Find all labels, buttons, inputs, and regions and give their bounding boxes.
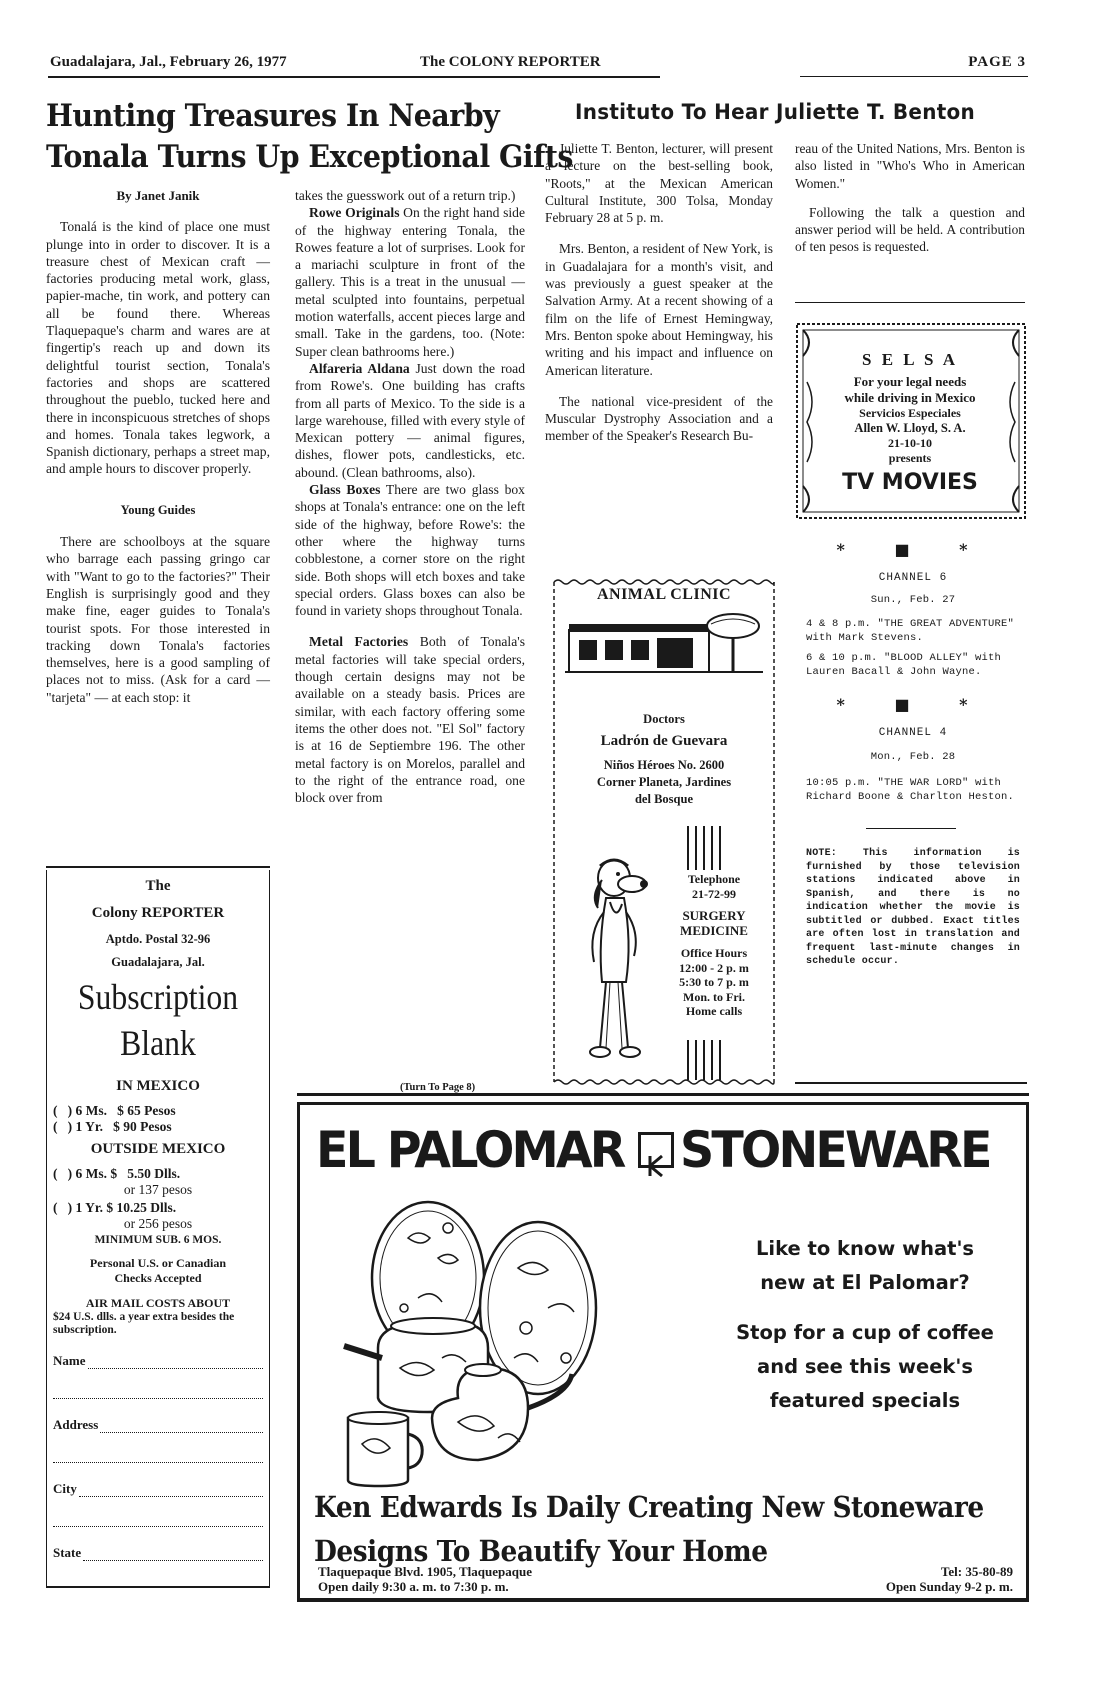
paragraph: Alfareria Aldana Just down the road from Rowe's. One building has crafts from all parts of Mexico. To the side is a large warehouse, filled with every style of Mexican pottery — animal figures, dishes, flower pots, candlesticks, etc. abound. (Clean bathrooms, also). bbox=[295, 360, 525, 480]
clinic-hours: Home calls bbox=[685, 1004, 743, 1018]
tv-bottom-rule bbox=[795, 1082, 1027, 1084]
sub-aptdo: Aptdo. Postal 32-96 bbox=[105, 932, 211, 946]
sub-title-2: Blank bbox=[120, 1023, 196, 1063]
selsa-line: Allen W. Lloyd, S. A. bbox=[854, 421, 966, 435]
sub-option[interactable]: ( ) 6 Ms. $ 5.50 Dlls. bbox=[53, 1166, 181, 1181]
sub-in-mexico: IN MEXICO bbox=[116, 1078, 200, 1094]
pitch-question: Like to know what's new at El Palomar? bbox=[755, 1237, 975, 1294]
sub-option-pesos: or 137 pesos bbox=[123, 1182, 193, 1197]
selsa-line: Servicios Especiales bbox=[859, 406, 961, 420]
paragraph: reau of the United Nations, Mrs. Benton is also listed in "Who's Who in American Women." bbox=[795, 141, 1025, 191]
page-header bbox=[50, 54, 1030, 76]
clinic-tel: 21-72-99 bbox=[692, 886, 736, 901]
paragraph-lead: Glass Boxes bbox=[309, 482, 381, 498]
sub-the: The bbox=[145, 878, 171, 894]
paragraph: Tonalá is the kind of place one must plunge into in order to discover. It is a treasure chest of Mexican craft — factories producing metal work, glass, papier-mache, tin work, and pottery can all be found there. Whereas Tlaquepaque's charm and wares are at fingertip's reach up and down its delightful tourist section, Tonala's factories and shops are scattered throughout the pueblo, tucked here and there in inconspicuous stretches of shops and homes. Tonala takes legwork, a Spanish dictionary, perhaps a street map, and ample hours to discover properly. bbox=[46, 219, 270, 477]
brand-name: EL PALOMAR bbox=[316, 1121, 624, 1179]
selsa-line: For your legal needs bbox=[853, 374, 967, 389]
address-line: Tlaquepaque Blvd. 1905, Tlaquepaque bbox=[318, 1564, 532, 1579]
subscription-blank bbox=[46, 870, 270, 1588]
sub-city: Guadalajara, Jal. bbox=[111, 955, 205, 969]
tv-listings bbox=[806, 540, 1020, 969]
tonala-col2 bbox=[295, 187, 525, 806]
movie-listing: 6 & 10 p.m. "BLOOD ALLEY" with Lauren Bacall & John Wayne. bbox=[806, 652, 1002, 678]
paragraph-lead: Alfareria Aldana bbox=[309, 360, 410, 376]
clinic-address: del Bosque bbox=[634, 792, 693, 806]
paragraph: Following the talk a question and answer period will be held. A contribution of ten pesos is requested. bbox=[795, 204, 1025, 255]
sub-airmail-2: $24 U.S. dlls. a year extra besides the subscription. bbox=[53, 1311, 235, 1336]
headline-line-1: Hunting Treasures In Nearby bbox=[46, 98, 500, 134]
paragraph: Rowe Originals On the right hand side of the highway entering Tonala, the Rowes feature a lot of surprises. Look for a mariachi sculpture in front of the gallery. This is a treat in the unusual — metal sculpted into fountains, perpetual motion waterfalls, accent pieces large and small. Take in the gardens, too. (Note: Super clean bathrooms here.) bbox=[295, 205, 525, 359]
benton-col2 bbox=[795, 140, 1025, 256]
sub-outside: OUTSIDE MEXICO bbox=[90, 1141, 226, 1157]
paragraph: Metal Factories Both of Tonala's metal factories will take special orders, though certain designs may not be available on a steady basis. Prices are similar, with each factory offering some items the other does not. "El Sol" factory is at 16 de Septiembre 196. The other metal factory is on Morelos, parallel and to the right of the entrance road, one block over from bbox=[295, 634, 525, 806]
paper-name: The COLONY REPORTER bbox=[420, 54, 601, 70]
dateline: Guadalajara, Jal., February 26, 1977 bbox=[50, 54, 287, 70]
paragraph: The national vice-president of the Muscular Dystrophy Association and a member of the Speaker's Research Bu- bbox=[545, 393, 773, 444]
paragraph: Mrs. Benton, a resident of New York, is in Guadalajara for a month's visit, and was previously a guest speaker at the Salvation Army. At a recent showing of a film on the life of Ernest Hemingway, Mrs. Benton spoke about Hemingway, his writing and his impact and influence on American literature. bbox=[545, 241, 773, 378]
channel-heading: CHANNEL 4 bbox=[878, 727, 948, 739]
clinic-service: MEDICINE bbox=[680, 922, 748, 938]
clinic-doctors: Doctors bbox=[643, 712, 685, 726]
movie-listing: 4 & 8 p.m. "THE GREAT ADVENTURE" with Mark Stevens. bbox=[806, 618, 1015, 644]
clinic-tel-label: Telephone bbox=[687, 872, 741, 886]
clinic-contact bbox=[664, 872, 764, 1019]
jump-line: (Turn To Page 8) bbox=[400, 1082, 476, 1093]
palomar-logo bbox=[316, 1120, 1016, 1180]
sub-title-1: Subscription bbox=[77, 977, 239, 1017]
hours-line: Open daily 9:30 a. m. to 7:30 p. m. bbox=[318, 1578, 509, 1594]
tv-note: NOTE: This information is furnished by those television stations indicated above in Spanish, and there is no indication whether the movie is subtitled or dubbed. Exact titles are often lost in translation and frequent last-minute changes in schedule occur. bbox=[806, 848, 1020, 967]
dog-doctor-illustration bbox=[580, 852, 660, 1064]
star-divider: * ■ * bbox=[836, 695, 990, 714]
selsa-name: S E L S A bbox=[862, 350, 958, 369]
state-field[interactable]: State bbox=[53, 1545, 263, 1561]
palomar-pitch bbox=[705, 1232, 1025, 1418]
clinic-building-illustration bbox=[565, 610, 763, 680]
sub-option-pesos: or 256 pesos bbox=[123, 1216, 193, 1231]
sub-option[interactable]: ( ) 1 Yr. $ 90 Pesos bbox=[53, 1119, 172, 1134]
benton-end-rule bbox=[795, 302, 1025, 303]
headline-line-1: Ken Edwards Is Daily Creating New Stoneware bbox=[314, 1490, 984, 1524]
sub-option[interactable]: ( ) 6 Ms. $ 65 Pesos bbox=[53, 1103, 176, 1118]
clinic-hours: Office Hours bbox=[680, 946, 748, 960]
animal-clinic-ad bbox=[560, 586, 768, 604]
page-number: PAGE 3 bbox=[968, 54, 1026, 70]
sub-checks-2: Checks Accepted bbox=[114, 1271, 202, 1285]
k-logo-icon bbox=[638, 1132, 674, 1168]
header-rule-right bbox=[800, 76, 1028, 77]
clinic-address: Corner Planeta, Jardines bbox=[596, 775, 732, 789]
paragraph: There are schoolboys at the square who barrage each passing gringo car with "Want to go to the factories?" Their English is surprisingly good and they make fine, eager guides to Tonala's tourist spots. For those interested in tracking down Tonala's factories themselves, here is a good sampling of places not to miss. (Ask for a card — "tarjeta" — at each stop: it bbox=[46, 534, 270, 705]
palomar-contact bbox=[886, 1565, 1013, 1594]
star-divider: * ■ * bbox=[836, 540, 990, 559]
clinic-service: SURGERY bbox=[682, 908, 746, 923]
sunday-hours: Open Sunday 9-2 p. m. bbox=[885, 1578, 1013, 1594]
selsa-ad bbox=[815, 350, 1005, 495]
sub-checks: Personal U.S. or Canadian bbox=[89, 1256, 227, 1270]
tv-movies-title: TV MOVIES bbox=[842, 470, 978, 495]
clinic-details bbox=[560, 712, 768, 807]
pitch-invite: Stop for a cup of coffee and see this week's featured specials bbox=[736, 1321, 994, 1412]
headline-line-2: Designs To Beautify Your Home bbox=[314, 1534, 768, 1568]
benton-headline: Instituto To Hear Juliette T. Benton bbox=[575, 100, 976, 124]
clinic-hours: 5:30 to 7 p. m bbox=[679, 975, 749, 989]
tv-rule bbox=[866, 828, 956, 829]
header-rule bbox=[48, 76, 660, 78]
selsa-phone: 21-10-10 bbox=[888, 436, 932, 450]
bars-decoration bbox=[684, 1040, 724, 1080]
clinic-title: ANIMAL CLINIC bbox=[596, 586, 732, 603]
blank-line[interactable] bbox=[53, 1451, 263, 1463]
sub-airmail: AIR MAIL COSTS ABOUT bbox=[85, 1296, 231, 1310]
palomar-address bbox=[318, 1565, 532, 1594]
bars-decoration bbox=[684, 826, 724, 870]
sub-minimum: MINIMUM SUB. 6 MOS. bbox=[94, 1234, 222, 1246]
clinic-hours: 12:00 - 2 p. m bbox=[679, 960, 749, 975]
ad-top-rule bbox=[297, 1093, 1029, 1096]
channel-heading: CHANNEL 6 bbox=[878, 572, 948, 584]
clinic-hours: Mon. to Fri. bbox=[683, 989, 745, 1004]
clinic-address: Niños Héroes No. 2600 bbox=[603, 758, 725, 772]
paragraph-lead: Metal Factories bbox=[309, 634, 409, 650]
byline: By Janet Janik bbox=[116, 188, 200, 203]
selsa-line: while driving in Mexico bbox=[844, 390, 976, 405]
channel-date: Sun., Feb. 27 bbox=[870, 594, 956, 606]
sub-paper: Colony REPORTER bbox=[91, 905, 225, 921]
tonala-headline bbox=[46, 96, 573, 178]
subscription-rule-top bbox=[46, 866, 270, 868]
name-field[interactable]: Name bbox=[53, 1353, 263, 1369]
blank-line[interactable] bbox=[53, 1387, 263, 1399]
pottery-illustration bbox=[338, 1198, 608, 1488]
clinic-doctor-name: Ladrón de Guevara bbox=[600, 733, 728, 749]
tonala-col1 bbox=[46, 187, 270, 706]
benton-col1 bbox=[545, 140, 773, 445]
paragraph-lead: Rowe Originals bbox=[309, 205, 400, 221]
channel-date: Mon., Feb. 28 bbox=[870, 751, 956, 763]
paragraph: Juliette T. Benton, lecturer, will present a lecture on the best-selling book, "Roots," at the Mexican American Cultural Institute, 300 Tolsa, Monday February 28 at 5 p. m. bbox=[545, 141, 773, 226]
paragraph: takes the guesswork out of a return trip.) bbox=[295, 188, 516, 203]
subhead: Young Guides bbox=[120, 502, 196, 517]
paragraph: Glass Boxes There are two glass box shops at Tonala's entrance: one on the left side of the highway, before Rowe's: the other where the highway turns cobblestone, a corner store on the right side. Both shops will etch boxes and take special orders. Glass boxes can also be found in variety shops throughout Tonala. bbox=[295, 482, 525, 619]
address-field[interactable]: Address bbox=[53, 1417, 263, 1433]
sub-option[interactable]: ( ) 1 Yr. $ 10.25 Dlls. bbox=[53, 1200, 177, 1215]
phone-line: Tel: 35-80-89 bbox=[940, 1564, 1013, 1579]
headline-line-2: Tonala Turns Up Exceptional Gifts bbox=[46, 139, 573, 175]
movie-listing: 10:05 p.m. "THE WAR LORD" with Richard Boone & Charlton Heston. bbox=[806, 777, 1015, 803]
selsa-presents: presents bbox=[888, 451, 932, 465]
brand-stoneware: STONEWARE bbox=[679, 1121, 990, 1179]
palomar-headline bbox=[314, 1485, 984, 1573]
city-field[interactable]: City bbox=[53, 1481, 263, 1497]
blank-line[interactable] bbox=[53, 1515, 263, 1527]
